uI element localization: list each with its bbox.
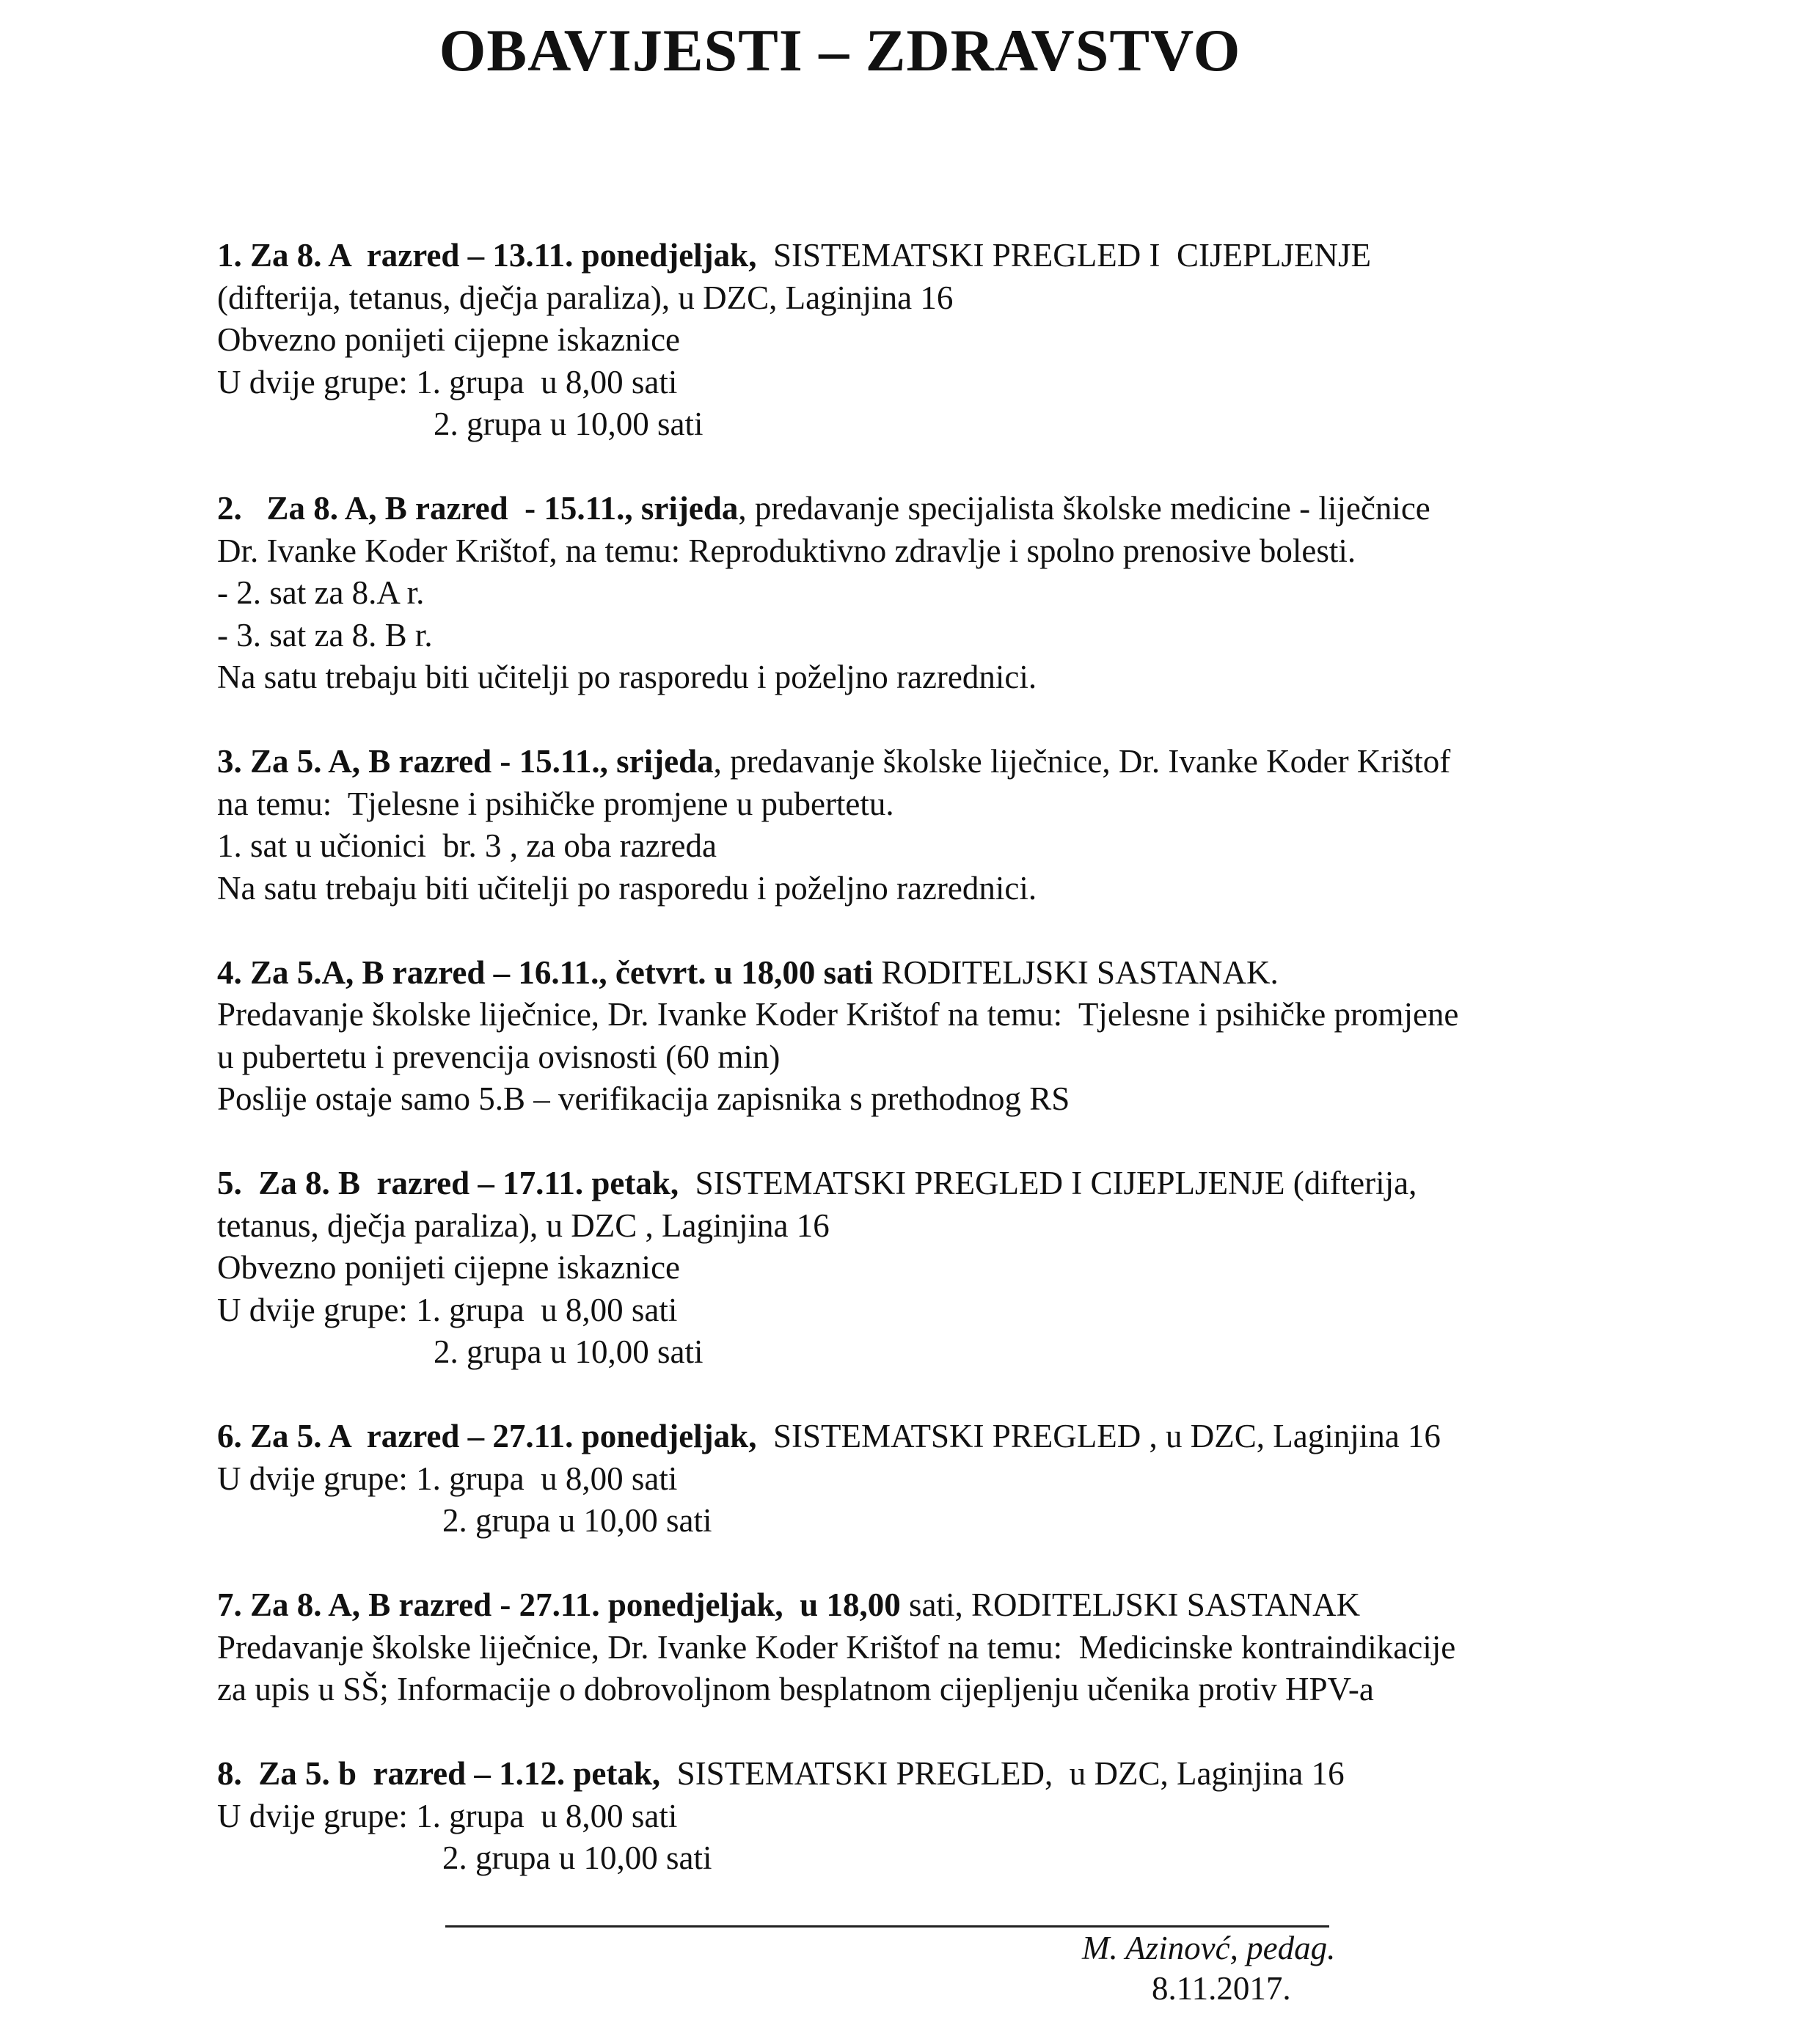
notice-item [217,235,1794,446]
notice-line [217,1163,1794,1205]
notice-line [217,277,1794,320]
notice-heading: 2. Za 8. A, B razred - 15.11., srijeda [217,490,739,527]
notice-text: Predavanje školske liječnice, Dr. Ivanke Koder Krištof na temu: Medicinske kontraindikacije [217,1628,1456,1666]
notice-line [217,825,1794,868]
notice-line [217,952,1794,995]
notice-line [217,319,1794,362]
notice-text: 2. grupa u 10,00 sati [442,1502,712,1539]
notice-line [217,235,1794,277]
notice-text: U dvije grupe: 1. grupa u 8,00 sati [217,1460,678,1497]
notice-item [217,1753,1794,1880]
notice-line [217,1500,1794,1542]
notice-item [217,741,1794,909]
notice-text: Na satu trebaju biti učitelji po rasporedu i poželjno razrednici. [217,869,1037,907]
notice-text: RODITELJSKI SASTANAK. [873,953,1279,991]
notice-line [217,1627,1794,1669]
page-title: OBAVIJESTI – ZDRAVSTVO [439,17,1241,84]
notice-heading: 4. Za 5.A, B razred – 16.11., četvrt. u 18,00 sati [217,953,874,991]
notice-line [217,1795,1794,1838]
notice-line [217,488,1794,530]
notice-text: , predavanje specijalista školske medicine - liječnice [738,490,1430,527]
notice-item [217,488,1794,699]
notice-line [217,1669,1794,1711]
notice-text: Dr. Ivanke Koder Krištof, na temu: Reproduktivno zdravlje i spolno prenosive bolesti. [217,532,1356,569]
notice-item [217,1416,1794,1542]
notice-line [217,530,1794,573]
notice-text: U dvije grupe: 1. grupa u 8,00 sati [217,363,678,400]
notice-line [217,1036,1794,1079]
notice-line [217,1078,1794,1121]
notice-text: SISTEMATSKI PREGLED , u DZC, Laginjina 16 [756,1418,1441,1454]
notice-heading: 3. Za 5. A, B razred - 15.11., srijeda [217,743,714,780]
notice-text: 2. grupa u 10,00 sati [434,406,703,442]
notice-line [217,1205,1794,1248]
notice-text: u pubertetu i prevencija ovisnosti (60 min) [217,1038,781,1075]
notice-line [217,783,1794,826]
notice-item [217,1163,1794,1374]
notice-text: (difterija, tetanus, dječja paraliza), u DZC, Laginjina 16 [217,279,954,316]
notice-heading: 1. Za 8. A razred – 13.11. ponedjeljak, [217,237,757,274]
notice-text: SISTEMATSKI PREGLED, u DZC, Laginjina 16 [660,1755,1345,1792]
notice-list [217,235,1794,1922]
notice-text: 1. sat u učionici br. 3 , za oba razreda [217,827,717,864]
notice-text: tetanus, dječja paraliza), u DZC , Laginjina 16 [217,1207,830,1244]
notice-text: U dvije grupe: 1. grupa u 8,00 sati [217,1291,678,1328]
notice-line [217,1289,1794,1332]
notice-item [217,952,1794,1121]
notice-text: SISTEMATSKI PREGLED I CIJEPLJENJE (difterija, [679,1165,1417,1201]
notice-text: za upis u SŠ; Informacije o dobrovoljnom besplatnom cijepljenju učenika protiv HPV-a [217,1671,1374,1707]
notice-text: U dvije grupe: 1. grupa u 8,00 sati [217,1797,678,1834]
notice-text: sati, RODITELJSKI SASTANAK [900,1586,1361,1623]
notice-line [217,994,1794,1036]
notice-text: 2. grupa u 10,00 sati [442,1840,712,1876]
notice-line [217,615,1794,657]
notice-text: , predavanje školske liječnice, Dr. Ivanke Koder Krištof [713,743,1451,780]
notice-text: Predavanje školske liječnice, Dr. Ivanke Koder Krištof na temu: Tjelesne i psihičke promjene [217,996,1459,1033]
notice-line [217,1837,1794,1880]
notice-line [217,572,1794,615]
notice-text: - 3. sat za 8. B r. [217,616,433,654]
signature-name: M. Azinovć, pedag. [1082,1930,1336,1966]
notice-line [217,741,1794,783]
notice-text: na temu: Tjelesne i psihičke promjene u pubertetu. [217,785,894,822]
notice-text: - 2. sat za 8.A r. [217,574,425,611]
notice-line [217,1753,1794,1795]
notice-text: Obvezno ponijeti cijepne iskaznice [217,1249,681,1286]
notice-line [217,1458,1794,1501]
notice-line [217,1416,1794,1458]
notice-line [217,868,1794,910]
notice-text: Obvezno ponijeti cijepne iskaznice [217,321,681,358]
notice-text: 2. grupa u 10,00 sati [434,1333,703,1370]
notice-text: Na satu trebaju biti učitelji po rasporedu i poželjno razrednici. [217,659,1037,695]
notice-line [217,1247,1794,1289]
notice-heading: 8. Za 5. b razred – 1.12. petak, [217,1755,661,1792]
notice-line [217,1331,1794,1374]
notice-line [217,1584,1794,1627]
notice-text: Poslije ostaje samo 5.B – verifikacija zapisnika s prethodnog RS [217,1080,1070,1117]
signature-date: 8.11.2017. [1152,1970,1291,2007]
notice-line [217,403,1794,446]
notice-text: SISTEMATSKI PREGLED I CIJEPLJENJE [756,237,1371,274]
signature-line [445,1925,1329,1928]
notice-item [217,1584,1794,1711]
notice-heading: 6. Za 5. A razred – 27.11. ponedjeljak, [217,1418,757,1454]
notice-heading: 7. Za 8. A, B razred - 27.11. ponedjeljak, u 18,00 [217,1586,901,1623]
notice-line [217,656,1794,699]
notice-line [217,362,1794,404]
notice-heading: 5. Za 8. B razred – 17.11. petak, [217,1165,679,1201]
